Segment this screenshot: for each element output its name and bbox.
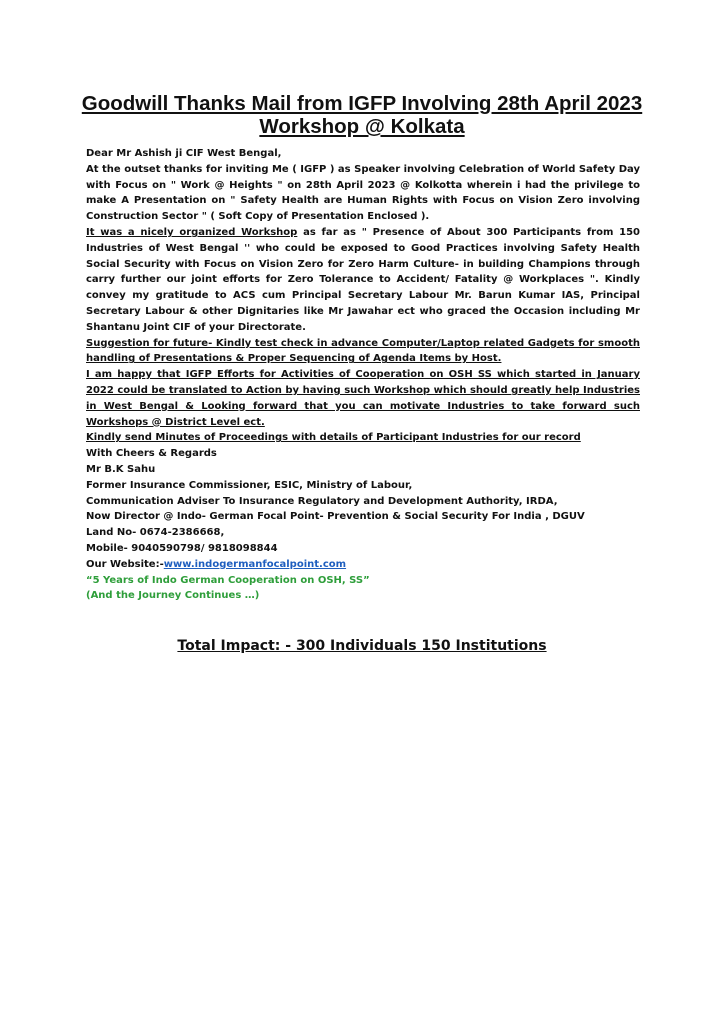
- motto-line-1: “5 Years of Indo German Cooperation on OSH, SS”: [86, 574, 370, 586]
- paragraph-minutes: Kindly send Minutes of Proceedings with details of Participant Industries for our record: [86, 432, 581, 444]
- landline: Land No- 0674-2386668,: [86, 527, 225, 539]
- salutation: Dear Mr Ashish ji CIF West Bengal,: [86, 148, 282, 159]
- paragraph-happy: I am happy that IGFP Efforts for Activities of Cooperation on OSH SS which started in January 2022 could be translated to Action by having such Workshop which should greatly help Industries in West Bengal & Looking forward that you can motivate Industries to take forward such Workshops @ District Level ect.: [86, 369, 640, 428]
- website-label: Our Website:-: [86, 558, 164, 570]
- paragraph-intro: At the outset thanks for inviting Me ( IGFP ) as Speaker involving Celebration of World Safety Day with Focus on " Work @ Heights " on 28th April 2023 @ Kolkotta wherein i had the privilege to make A Presentation on " Safety Health are Human Rights with Focus on Vision Zero involving Construction Sector " ( Soft Copy of Presentation Enclosed ).: [86, 163, 640, 223]
- signer-line-1: Former Insurance Commissioner, ESIC, Ministry of Labour,: [86, 479, 413, 491]
- paragraph-workshop: [86, 225, 640, 336]
- mobile: Mobile- 9040590798/ 9818098844: [86, 542, 278, 554]
- signer-name: Mr B.K Sahu: [86, 463, 156, 475]
- signer-line-3: Now Director @ Indo- German Focal Point- Prevention & Social Security For India , DGUV: [86, 511, 585, 523]
- signer-line-2: Communication Adviser To Insurance Regulatory and Development Authority, IRDA,: [86, 495, 558, 507]
- website-line: [86, 557, 640, 573]
- closing: With Cheers & Regards: [86, 448, 217, 460]
- motto-line-2: (And the Journey Continues …): [86, 590, 260, 602]
- website-link[interactable]: www.indogermanfocalpoint.com: [163, 558, 347, 570]
- workshop-text-end: & other Dignitaries like Mr Jawahar ect who graced the Occasion including Mr Shantanu Joint CIF of your Directorate.: [86, 305, 640, 333]
- principal-secretary-name: Mr. Barun Kumar IAS, Principal Secretary Labour: [86, 290, 640, 317]
- workshop-lead: It was a nicely organized Workshop: [86, 226, 298, 238]
- document-title: Goodwill Thanks Mail from IGFP Involving 28th April 2023 Workshop @ Kolkata: [81, 92, 643, 138]
- total-impact: Total Impact: - 300 Individuals 150 Institutions: [177, 638, 547, 654]
- paragraph-suggestion: Suggestion for future- Kindly test check in advance Computer/Laptop related Gadgets for smooth handling of Presentations & Proper Sequencing of Agenda Items by Host.: [86, 337, 640, 365]
- letter-body: [86, 146, 640, 604]
- workshop-text: as far as " Presence of About 300 Participants from 150 Industries of West Bengal '' who could be exposed to Good Practices involving Safety Health Social Security with Focus on Vision Zero for Zero Harm Culture- in building Champions through carry further our joint efforts for Zero Tolerance to Accident/ Fatality @ Workplaces ". Kindly convey my gratitude to ACS cum Principal Secretary Labour: [86, 226, 641, 302]
